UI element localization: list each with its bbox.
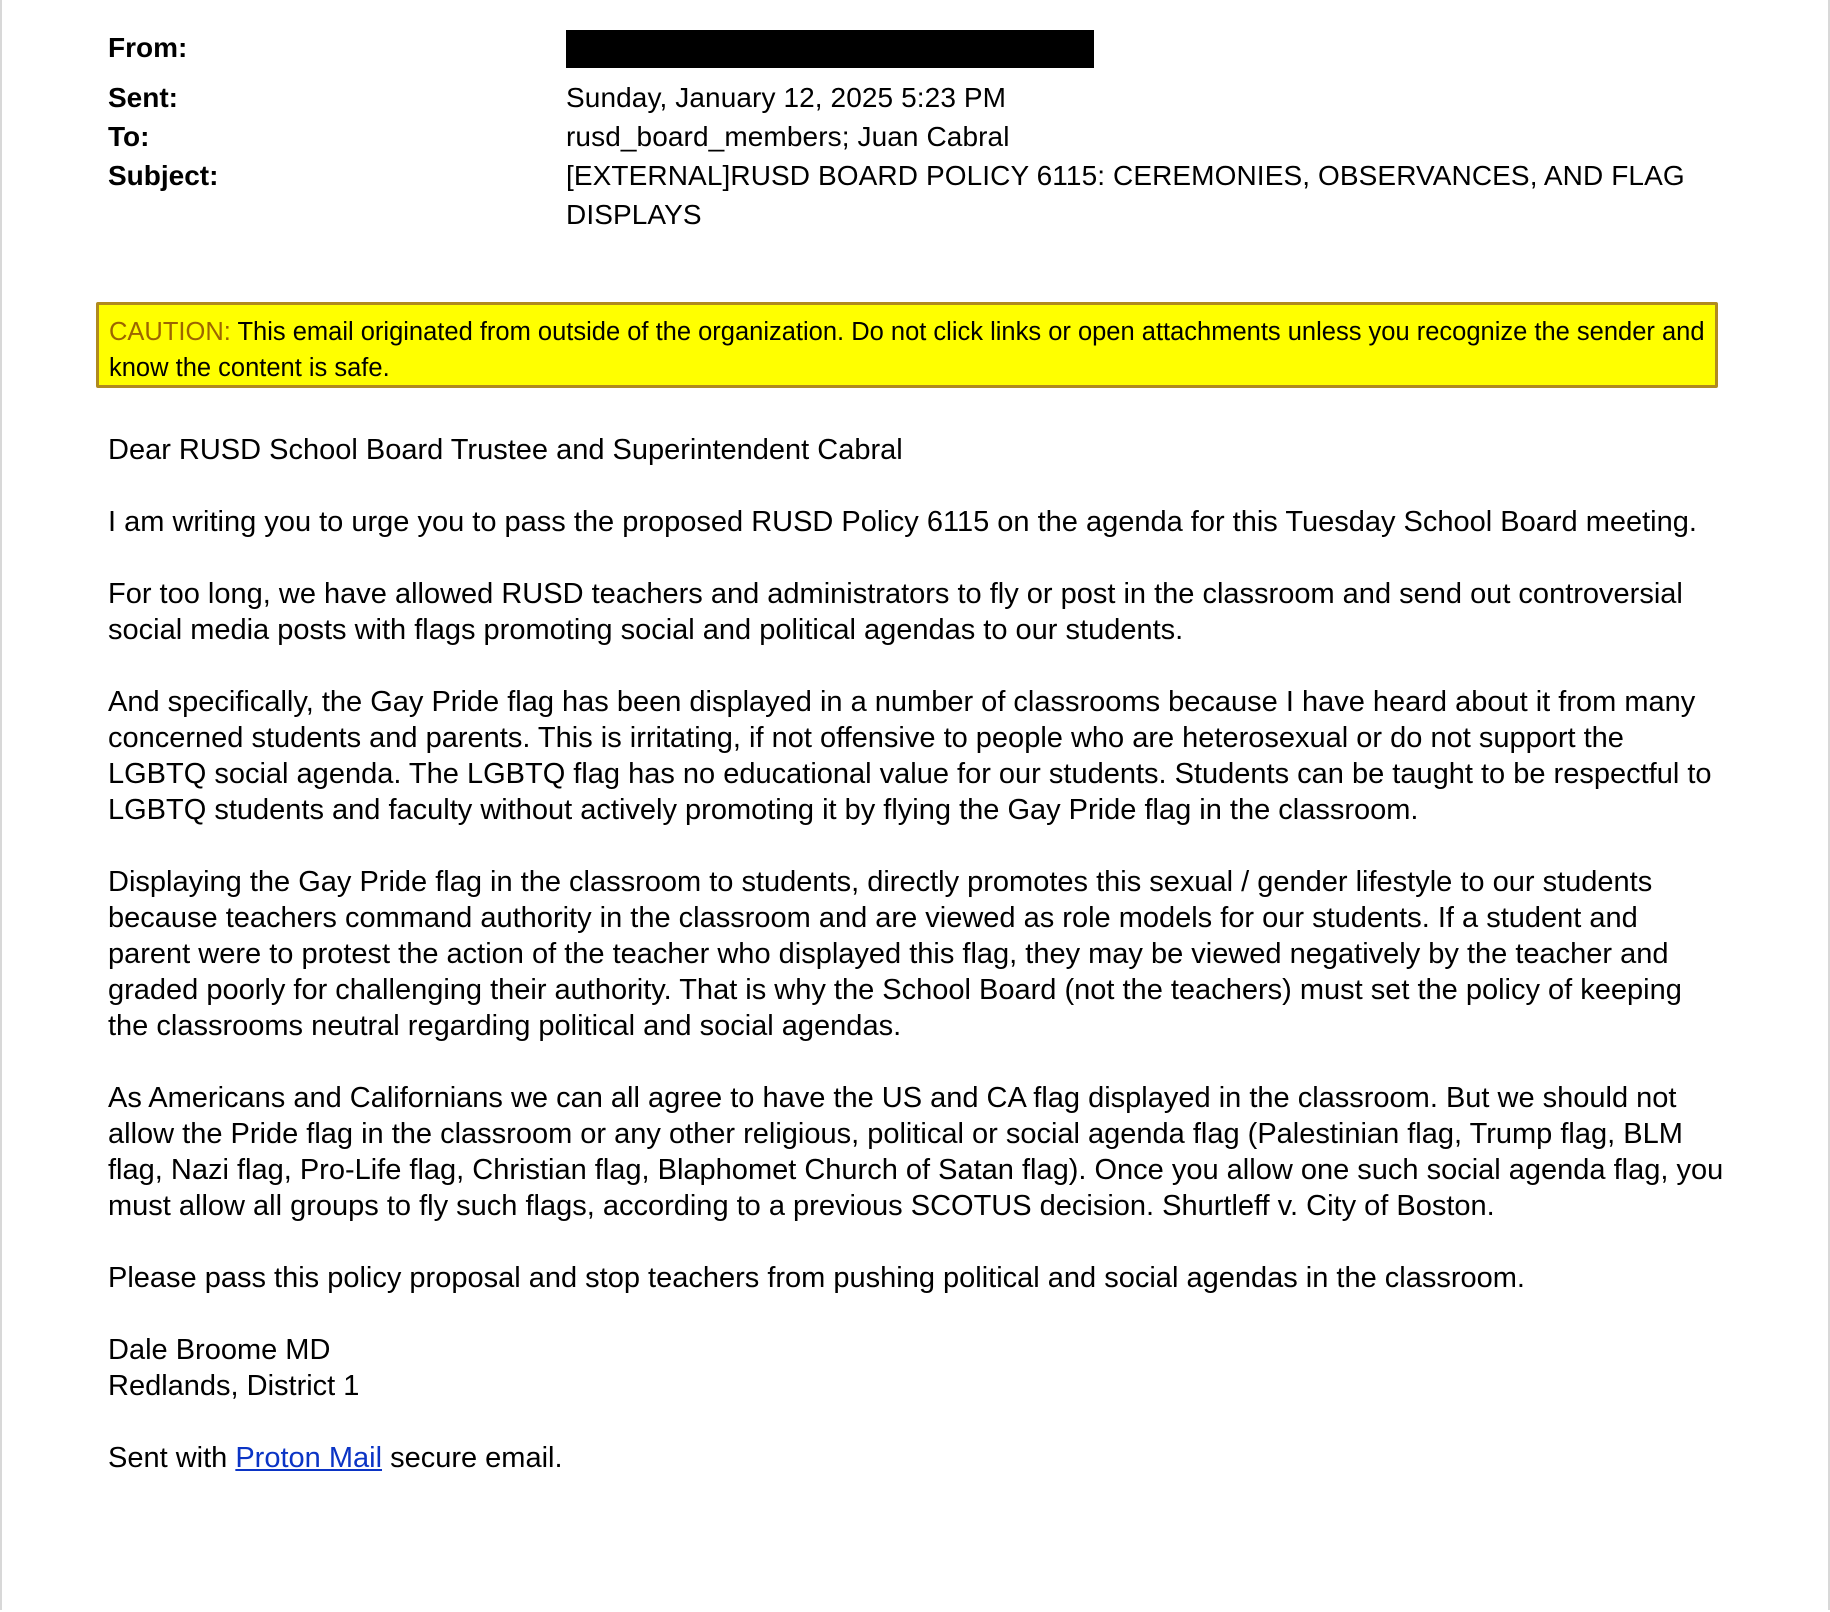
body-paragraph-3: And specifically, the Gay Pride flag has been displayed in a number of classrooms because I have heard about it from many concerned students and parents. This is irritating, if not offensive to people who are heterosexual or do not support the LGBTQ social agenda. The LGBTQ flag has no educational value for our students. Students can be taught to be respectful to LGBTQ students and faculty without actively promoting it by flying the Gay Pride flag in the classroom. <box>108 686 1712 826</box>
sent-row <box>108 78 1748 117</box>
from-row <box>108 28 1748 78</box>
caution-label: CAUTION: <box>109 318 231 346</box>
footer-suffix: secure email. <box>382 1442 563 1474</box>
signature-location: Redlands, District 1 <box>108 1370 360 1402</box>
to-label: To: <box>108 121 150 152</box>
from-value <box>566 28 1748 78</box>
proton-mail-link[interactable]: Proton Mail <box>235 1442 383 1474</box>
caution-text: This email originated from outside of the organization. Do not click links or open attachments unless you recognize the sender and know the content is safe. <box>109 318 1705 382</box>
from-label: From: <box>108 32 188 63</box>
signature <box>108 1332 1728 1404</box>
sent-label: Sent: <box>108 82 178 113</box>
body-paragraph-2: For too long, we have allowed RUSD teachers and administrators to fly or post in the classroom and send out controversial social media posts with flags promoting social and political agendas to our students. <box>108 578 1683 646</box>
footer-prefix: Sent with <box>108 1442 236 1474</box>
signature-name: Dale Broome MD <box>108 1334 331 1366</box>
body-paragraph-5: As Americans and Californians we can all agree to have the US and CA flag displayed in the classroom. But we should not allow the Pride flag in the classroom or any other religious, political or social agenda flag (Palestinian flag, Trump flag, BLM flag, Nazi flag, Pro-Life flag, Christian flag, Blaphomet Church of Satan flag). Once you allow one such social agenda flag, you must allow all groups to fly such flags, according to a previous SCOTUS decision. Shurtleff v. City of Boston. <box>108 1082 1724 1222</box>
footer-line <box>108 1440 1728 1476</box>
body-paragraph-4: Displaying the Gay Pride flag in the classroom to students, directly promotes this sexual / gender lifestyle to our students because teachers command authority in the classroom and are viewed as role models for our students. If a student and parent were to protest the action of the teacher who displayed this flag, they may be viewed negatively by the teacher and graded poorly for challenging their authority. That is why the School Board (not the teachers) must set the policy of keeping the classrooms neutral regarding political and social agendas. <box>108 866 1682 1042</box>
body-paragraph-6: Please pass this policy proposal and stop teachers from pushing political and social agendas in the classroom. <box>108 1262 1525 1294</box>
email-body <box>108 432 1728 1512</box>
to-row <box>108 117 1748 156</box>
subject-row <box>108 156 1748 234</box>
subject-label: Subject: <box>108 160 219 191</box>
greeting: Dear RUSD School Board Trustee and Superintendent Cabral <box>108 434 903 466</box>
to-value: rusd_board_members; Juan Cabral <box>566 121 1010 152</box>
caution-banner <box>96 302 1718 388</box>
subject-value: [EXTERNAL]RUSD BOARD POLICY 6115: CEREMONIES, OBSERVANCES, AND FLAG DISPLAYS <box>566 160 1685 230</box>
email-header <box>108 28 1748 234</box>
sent-value: Sunday, January 12, 2025 5:23 PM <box>566 82 1007 113</box>
body-paragraph-1: I am writing you to urge you to pass the proposed RUSD Policy 6115 on the agenda for this Tuesday School Board meeting. <box>108 506 1697 538</box>
redaction-bar <box>566 30 1094 68</box>
